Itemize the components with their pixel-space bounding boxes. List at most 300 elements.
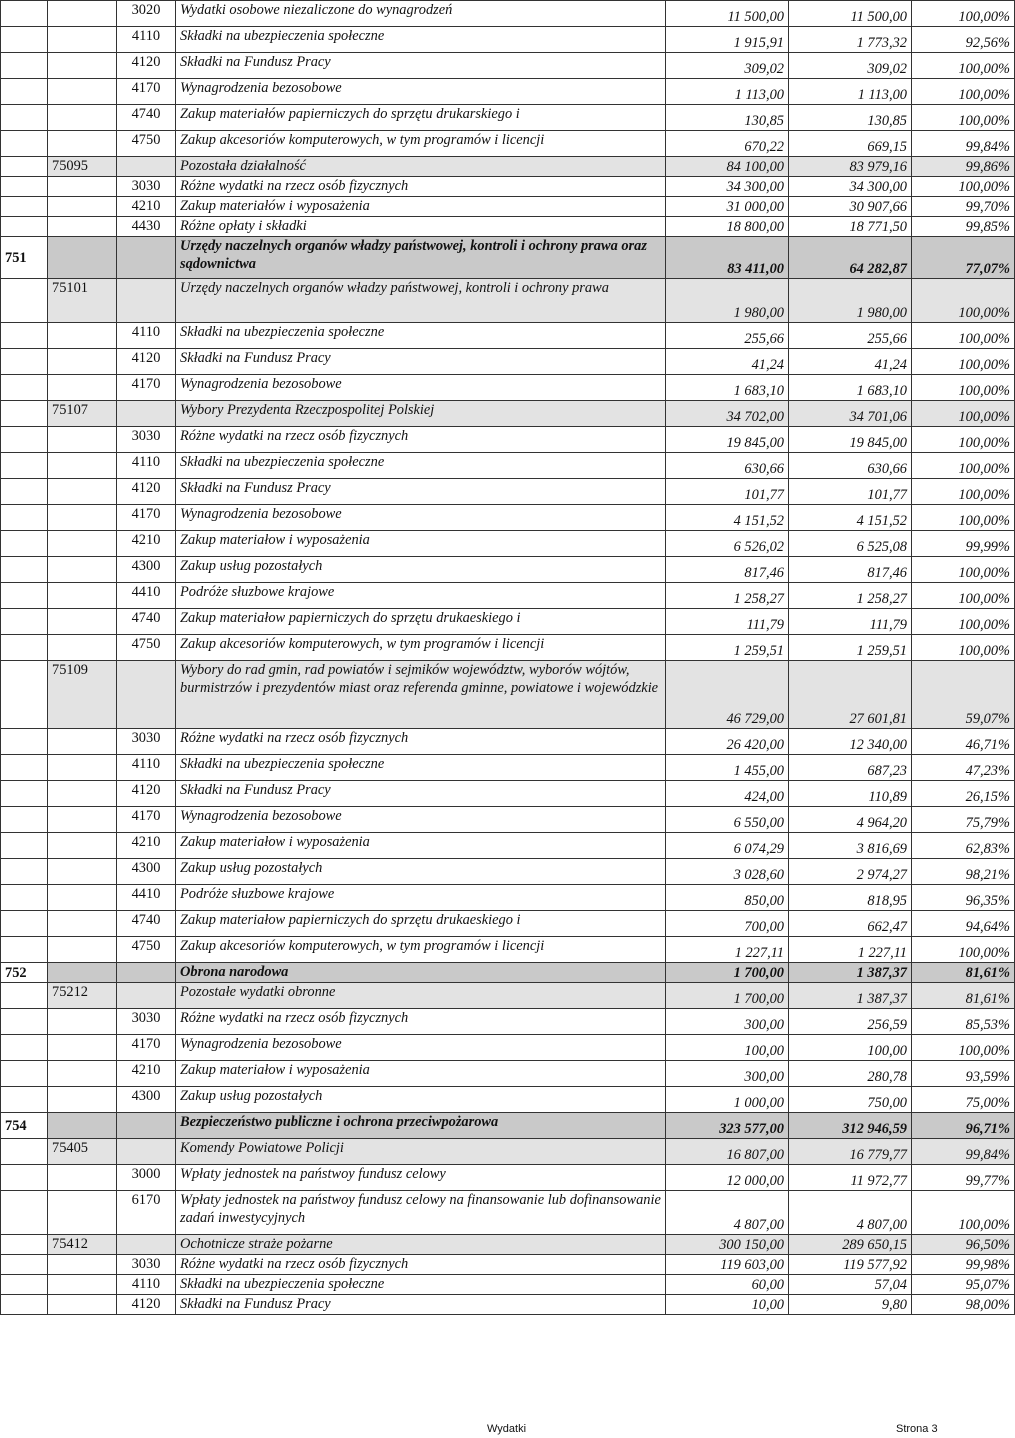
paragraf-cell: 3030 [117, 729, 176, 755]
plan-amount-cell: 4 151,52 [666, 505, 789, 531]
rozdzial-cell: 75095 [48, 157, 117, 177]
description-cell: Zakup materiałow papierniczych do sprzętu drukaeskiego i [176, 609, 666, 635]
description-cell: Zakup usług pozostałych [176, 859, 666, 885]
paragraf-cell [117, 157, 176, 177]
dzial-cell [1, 911, 48, 937]
description-cell: Urzędy naczelnych organów władzy państwowej, kontroli i ochrony prawa oraz sądownictwa [176, 237, 666, 279]
dzial-cell [1, 1235, 48, 1255]
paragraph-row [1, 1, 1015, 27]
section-row [1, 661, 1015, 729]
paragraf-cell: 4110 [117, 1275, 176, 1295]
dzial-cell [1, 197, 48, 217]
paragraf-cell: 3030 [117, 1255, 176, 1275]
chapter-row [1, 963, 1015, 983]
paragraf-cell: 4740 [117, 105, 176, 131]
description-cell: Zakup materiałow i wyposażenia [176, 1061, 666, 1087]
execution-percent-cell: 26,15% [912, 781, 1015, 807]
paragraph-row [1, 885, 1015, 911]
plan-amount-cell: 46 729,00 [666, 661, 789, 729]
description-cell: Składki na ubezpieczenia społeczne [176, 323, 666, 349]
rozdzial-cell [48, 609, 117, 635]
execution-percent-cell: 62,83% [912, 833, 1015, 859]
description-cell: Wpłaty jednostek na państwoy fundusz celowy na finansowanie lub dofinansowanie zadań inwestycyjnych [176, 1191, 666, 1235]
description-cell: Zakup akcesoriów komputerowych, w tym programów i licencji [176, 937, 666, 963]
rozdzial-cell: 75109 [48, 661, 117, 729]
description-cell: Zakup materiałow i wyposażenia [176, 531, 666, 557]
chapter-row [1, 1113, 1015, 1139]
dzial-cell [1, 1191, 48, 1235]
dzial-cell [1, 27, 48, 53]
plan-amount-cell: 850,00 [666, 885, 789, 911]
execution-percent-cell: 100,00% [912, 557, 1015, 583]
plan-amount-cell: 34 300,00 [666, 177, 789, 197]
plan-amount-cell: 60,00 [666, 1275, 789, 1295]
execution-percent-cell: 100,00% [912, 79, 1015, 105]
description-cell: Ochotnicze straże pożarne [176, 1235, 666, 1255]
plan-amount-cell: 1 700,00 [666, 983, 789, 1009]
dzial-cell [1, 885, 48, 911]
plan-amount-cell: 41,24 [666, 349, 789, 375]
paragraph-row [1, 557, 1015, 583]
execution-percent-cell: 85,53% [912, 1009, 1015, 1035]
execution-percent-cell: 100,00% [912, 375, 1015, 401]
executed-amount-cell: 34 701,06 [789, 401, 912, 427]
rozdzial-cell [48, 807, 117, 833]
executed-amount-cell: 83 979,16 [789, 157, 912, 177]
execution-percent-cell: 96,35% [912, 885, 1015, 911]
execution-percent-cell: 59,07% [912, 661, 1015, 729]
rozdzial-cell [48, 217, 117, 237]
paragraph-row [1, 1191, 1015, 1235]
executed-amount-cell: 4 807,00 [789, 1191, 912, 1235]
paragraph-row [1, 583, 1015, 609]
executed-amount-cell: 4 151,52 [789, 505, 912, 531]
execution-percent-cell: 100,00% [912, 453, 1015, 479]
execution-percent-cell: 96,50% [912, 1235, 1015, 1255]
description-cell: Wybory do rad gmin, rad powiatów i sejmików województw, wyborów wójtów, burmistrzów i prezydentów miast oraz referenda gminne, powiatowe i wojewódzkie [176, 661, 666, 729]
paragraph-row [1, 729, 1015, 755]
dzial-cell [1, 609, 48, 635]
dzial-cell [1, 1275, 48, 1295]
dzial-cell [1, 729, 48, 755]
execution-percent-cell: 100,00% [912, 323, 1015, 349]
paragraf-cell: 4110 [117, 755, 176, 781]
rozdzial-cell [48, 911, 117, 937]
execution-percent-cell: 99,99% [912, 531, 1015, 557]
rozdzial-cell [48, 1061, 117, 1087]
plan-amount-cell: 817,46 [666, 557, 789, 583]
description-cell: Urzędy naczelnych organów władzy państwowej, kontroli i ochrony prawa [176, 279, 666, 323]
executed-amount-cell: 27 601,81 [789, 661, 912, 729]
plan-amount-cell: 1 258,27 [666, 583, 789, 609]
executed-amount-cell: 1 980,00 [789, 279, 912, 323]
plan-amount-cell: 10,00 [666, 1295, 789, 1315]
paragraph-row [1, 609, 1015, 635]
paragraph-row [1, 781, 1015, 807]
paragraph-row [1, 1009, 1015, 1035]
footer-page-number: Strona 3 [896, 1423, 938, 1435]
plan-amount-cell: 1 000,00 [666, 1087, 789, 1113]
execution-percent-cell: 100,00% [912, 479, 1015, 505]
rozdzial-cell [48, 1035, 117, 1061]
execution-percent-cell: 81,61% [912, 983, 1015, 1009]
plan-amount-cell: 19 845,00 [666, 427, 789, 453]
executed-amount-cell: 1 387,37 [789, 983, 912, 1009]
description-cell: Komendy Powiatowe Policji [176, 1139, 666, 1165]
paragraf-cell [117, 1235, 176, 1255]
plan-amount-cell: 6 074,29 [666, 833, 789, 859]
paragraph-row [1, 197, 1015, 217]
dzial-cell: 754 [1, 1113, 48, 1139]
plan-amount-cell: 670,22 [666, 131, 789, 157]
executed-amount-cell: 18 771,50 [789, 217, 912, 237]
paragraf-cell: 4170 [117, 1035, 176, 1061]
plan-amount-cell: 34 702,00 [666, 401, 789, 427]
executed-amount-cell: 818,95 [789, 885, 912, 911]
executed-amount-cell: 19 845,00 [789, 427, 912, 453]
dzial-cell [1, 401, 48, 427]
paragraf-cell: 4120 [117, 479, 176, 505]
dzial-cell [1, 1295, 48, 1315]
executed-amount-cell: 1 113,00 [789, 79, 912, 105]
execution-percent-cell: 92,56% [912, 27, 1015, 53]
executed-amount-cell: 41,24 [789, 349, 912, 375]
description-cell: Podróże słuzbowe krajowe [176, 583, 666, 609]
executed-amount-cell: 16 779,77 [789, 1139, 912, 1165]
dzial-cell [1, 1255, 48, 1275]
rozdzial-cell [48, 557, 117, 583]
paragraf-cell: 4120 [117, 53, 176, 79]
dzial-cell: 752 [1, 963, 48, 983]
rozdzial-cell [48, 635, 117, 661]
plan-amount-cell: 1 700,00 [666, 963, 789, 983]
description-cell: Zakup materiałow i wyposażenia [176, 833, 666, 859]
rozdzial-cell [48, 177, 117, 197]
paragraf-cell: 4120 [117, 349, 176, 375]
paragraf-cell [117, 983, 176, 1009]
plan-amount-cell: 18 800,00 [666, 217, 789, 237]
paragraf-cell: 4410 [117, 885, 176, 911]
executed-amount-cell: 11 972,77 [789, 1165, 912, 1191]
rozdzial-cell [48, 79, 117, 105]
execution-percent-cell: 99,70% [912, 197, 1015, 217]
dzial-cell [1, 1061, 48, 1087]
execution-percent-cell: 100,00% [912, 1035, 1015, 1061]
description-cell: Podróże słuzbowe krajowe [176, 885, 666, 911]
executed-amount-cell: 309,02 [789, 53, 912, 79]
executed-amount-cell: 11 500,00 [789, 1, 912, 27]
execution-percent-cell: 98,00% [912, 1295, 1015, 1315]
plan-amount-cell: 630,66 [666, 453, 789, 479]
rozdzial-cell [48, 197, 117, 217]
plan-amount-cell: 309,02 [666, 53, 789, 79]
rozdzial-cell: 75412 [48, 1235, 117, 1255]
paragraf-cell [117, 963, 176, 983]
paragraf-cell: 4750 [117, 131, 176, 157]
section-row [1, 1139, 1015, 1165]
dzial-cell [1, 279, 48, 323]
executed-amount-cell: 750,00 [789, 1087, 912, 1113]
dzial-cell [1, 479, 48, 505]
description-cell: Składki na Fundusz Pracy [176, 781, 666, 807]
dzial-cell [1, 983, 48, 1009]
execution-percent-cell: 100,00% [912, 177, 1015, 197]
paragraph-row [1, 479, 1015, 505]
paragraph-row [1, 1255, 1015, 1275]
paragraf-cell: 4120 [117, 781, 176, 807]
executed-amount-cell: 1 259,51 [789, 635, 912, 661]
plan-amount-cell: 130,85 [666, 105, 789, 131]
paragraf-cell [117, 401, 176, 427]
paragraf-cell: 4210 [117, 1061, 176, 1087]
description-cell: Wynagrodzenia bezosobowe [176, 1035, 666, 1061]
paragraf-cell: 4210 [117, 531, 176, 557]
section-row [1, 1235, 1015, 1255]
rozdzial-cell [48, 27, 117, 53]
paragraf-cell: 4170 [117, 79, 176, 105]
execution-percent-cell: 100,00% [912, 609, 1015, 635]
executed-amount-cell: 101,77 [789, 479, 912, 505]
paragraph-row [1, 635, 1015, 661]
paragraf-cell: 4210 [117, 197, 176, 217]
dzial-cell [1, 79, 48, 105]
section-row [1, 157, 1015, 177]
rozdzial-cell [48, 1275, 117, 1295]
plan-amount-cell: 1 915,91 [666, 27, 789, 53]
description-cell: Różne wydatki na rzecz osób fizycznych [176, 177, 666, 197]
description-cell: Wynagrodzenia bezosobowe [176, 807, 666, 833]
executed-amount-cell: 12 340,00 [789, 729, 912, 755]
executed-amount-cell: 110,89 [789, 781, 912, 807]
executed-amount-cell: 6 525,08 [789, 531, 912, 557]
plan-amount-cell: 323 577,00 [666, 1113, 789, 1139]
paragraf-cell: 3020 [117, 1, 176, 27]
paragraph-row [1, 1295, 1015, 1315]
paragraph-row [1, 911, 1015, 937]
paragraf-cell: 3030 [117, 1009, 176, 1035]
executed-amount-cell: 2 974,27 [789, 859, 912, 885]
rozdzial-cell [48, 755, 117, 781]
paragraph-row [1, 755, 1015, 781]
executed-amount-cell: 9,80 [789, 1295, 912, 1315]
plan-amount-cell: 84 100,00 [666, 157, 789, 177]
plan-amount-cell: 1 113,00 [666, 79, 789, 105]
executed-amount-cell: 1 773,32 [789, 27, 912, 53]
paragraph-row [1, 177, 1015, 197]
execution-percent-cell: 47,23% [912, 755, 1015, 781]
dzial-cell [1, 937, 48, 963]
plan-amount-cell: 11 500,00 [666, 1, 789, 27]
paragraf-cell: 4170 [117, 375, 176, 401]
dzial-cell [1, 833, 48, 859]
paragraf-cell: 4750 [117, 937, 176, 963]
paragraph-row [1, 859, 1015, 885]
rozdzial-cell [48, 349, 117, 375]
paragraf-cell: 3000 [117, 1165, 176, 1191]
description-cell: Składki na Fundusz Pracy [176, 53, 666, 79]
dzial-cell [1, 427, 48, 453]
paragraph-row [1, 375, 1015, 401]
paragraph-row [1, 531, 1015, 557]
description-cell: Wybory Prezydenta Rzeczpospolitej Polskiej [176, 401, 666, 427]
executed-amount-cell: 64 282,87 [789, 237, 912, 279]
plan-amount-cell: 1 455,00 [666, 755, 789, 781]
execution-percent-cell: 75,00% [912, 1087, 1015, 1113]
executed-amount-cell: 34 300,00 [789, 177, 912, 197]
plan-amount-cell: 1 259,51 [666, 635, 789, 661]
execution-percent-cell: 100,00% [912, 279, 1015, 323]
execution-percent-cell: 94,64% [912, 911, 1015, 937]
paragraf-cell: 4300 [117, 1087, 176, 1113]
description-cell: Różne wydatki na rzecz osób fizycznych [176, 1009, 666, 1035]
rozdzial-cell [48, 531, 117, 557]
paragraf-cell: 4300 [117, 557, 176, 583]
description-cell: Zakup materiałow papierniczych do sprzętu drukaeskiego i [176, 911, 666, 937]
dzial-cell [1, 781, 48, 807]
dzial-cell [1, 1139, 48, 1165]
execution-percent-cell: 99,98% [912, 1255, 1015, 1275]
execution-percent-cell: 98,21% [912, 859, 1015, 885]
executed-amount-cell: 687,23 [789, 755, 912, 781]
execution-percent-cell: 96,71% [912, 1113, 1015, 1139]
description-cell: Składki na Fundusz Pracy [176, 1295, 666, 1315]
executed-amount-cell: 630,66 [789, 453, 912, 479]
rozdzial-cell [48, 1191, 117, 1235]
execution-percent-cell: 100,00% [912, 937, 1015, 963]
execution-percent-cell: 100,00% [912, 1191, 1015, 1235]
plan-amount-cell: 1 683,10 [666, 375, 789, 401]
paragraf-cell: 3030 [117, 177, 176, 197]
executed-amount-cell: 289 650,15 [789, 1235, 912, 1255]
paragraph-row [1, 427, 1015, 453]
rozdzial-cell [48, 1, 117, 27]
paragraf-cell [117, 661, 176, 729]
plan-amount-cell: 119 603,00 [666, 1255, 789, 1275]
description-cell: Wynagrodzenia bezosobowe [176, 375, 666, 401]
dzial-cell [1, 557, 48, 583]
section-row [1, 983, 1015, 1009]
rozdzial-cell [48, 859, 117, 885]
description-cell: Składki na ubezpieczenia społeczne [176, 453, 666, 479]
execution-percent-cell: 95,07% [912, 1275, 1015, 1295]
dzial-cell [1, 217, 48, 237]
dzial-cell [1, 583, 48, 609]
description-cell: Zakup akcesoriów komputerowych, w tym programów i licencji [176, 131, 666, 157]
paragraf-cell [117, 1113, 176, 1139]
executed-amount-cell: 3 816,69 [789, 833, 912, 859]
dzial-cell [1, 1009, 48, 1035]
paragraph-row [1, 105, 1015, 131]
paragraph-row [1, 1165, 1015, 1191]
paragraf-cell: 4300 [117, 859, 176, 885]
execution-percent-cell: 100,00% [912, 349, 1015, 375]
description-cell: Wynagrodzenia bezosobowe [176, 505, 666, 531]
description-cell: Składki na ubezpieczenia społeczne [176, 755, 666, 781]
execution-percent-cell: 99,77% [912, 1165, 1015, 1191]
paragraph-row [1, 53, 1015, 79]
dzial-cell [1, 1035, 48, 1061]
dzial-cell [1, 505, 48, 531]
plan-amount-cell: 83 411,00 [666, 237, 789, 279]
description-cell: Różne wydatki na rzecz osób fizycznych [176, 729, 666, 755]
executed-amount-cell: 1 258,27 [789, 583, 912, 609]
executed-amount-cell: 119 577,92 [789, 1255, 912, 1275]
plan-amount-cell: 3 028,60 [666, 859, 789, 885]
dzial-cell [1, 807, 48, 833]
paragraf-cell: 4430 [117, 217, 176, 237]
plan-amount-cell: 300 150,00 [666, 1235, 789, 1255]
description-cell: Zakup akcesoriów komputerowych, w tym programów i licencji [176, 635, 666, 661]
executed-amount-cell: 1 683,10 [789, 375, 912, 401]
dzial-cell [1, 53, 48, 79]
rozdzial-cell [48, 833, 117, 859]
execution-percent-cell: 100,00% [912, 53, 1015, 79]
paragraf-cell: 4740 [117, 911, 176, 937]
execution-percent-cell: 99,86% [912, 157, 1015, 177]
page-footer [0, 1422, 960, 1438]
description-cell: Pozostałe wydatki obronne [176, 983, 666, 1009]
chapter-row [1, 237, 1015, 279]
paragraf-cell: 4750 [117, 635, 176, 661]
description-cell: Wydatki osobowe niezaliczone do wynagrodzeń [176, 1, 666, 27]
plan-amount-cell: 255,66 [666, 323, 789, 349]
description-cell: Pozostała działalność [176, 157, 666, 177]
description-cell: Różne wydatki na rzecz osób fizycznych [176, 427, 666, 453]
paragraf-cell: 4110 [117, 27, 176, 53]
description-cell: Obrona narodowa [176, 963, 666, 983]
paragraf-cell [117, 279, 176, 323]
paragraph-row [1, 27, 1015, 53]
rozdzial-cell [48, 505, 117, 531]
dzial-cell [1, 1087, 48, 1113]
execution-percent-cell: 99,84% [912, 131, 1015, 157]
executed-amount-cell: 817,46 [789, 557, 912, 583]
plan-amount-cell: 26 420,00 [666, 729, 789, 755]
dzial-cell [1, 531, 48, 557]
execution-percent-cell: 100,00% [912, 427, 1015, 453]
executed-amount-cell: 57,04 [789, 1275, 912, 1295]
dzial-cell [1, 635, 48, 661]
execution-percent-cell: 81,61% [912, 963, 1015, 983]
rozdzial-cell [48, 479, 117, 505]
dzial-cell [1, 661, 48, 729]
execution-percent-cell: 100,00% [912, 583, 1015, 609]
executed-amount-cell: 100,00 [789, 1035, 912, 1061]
executed-amount-cell: 111,79 [789, 609, 912, 635]
rozdzial-cell [48, 1165, 117, 1191]
plan-amount-cell: 101,77 [666, 479, 789, 505]
rozdzial-cell [48, 937, 117, 963]
paragraf-cell: 6170 [117, 1191, 176, 1235]
plan-amount-cell: 100,00 [666, 1035, 789, 1061]
dzial-cell [1, 1, 48, 27]
description-cell: Zakup materiałów i wyposażenia [176, 197, 666, 217]
execution-percent-cell: 93,59% [912, 1061, 1015, 1087]
execution-percent-cell: 100,00% [912, 401, 1015, 427]
execution-percent-cell: 100,00% [912, 1, 1015, 27]
description-cell: Wynagrodzenia bezosobowe [176, 79, 666, 105]
execution-percent-cell: 46,71% [912, 729, 1015, 755]
paragraf-cell: 4410 [117, 583, 176, 609]
execution-percent-cell: 99,85% [912, 217, 1015, 237]
plan-amount-cell: 700,00 [666, 911, 789, 937]
description-cell: Wpłaty jednostek na państwoy fundusz celowy [176, 1165, 666, 1191]
rozdzial-cell [48, 1113, 117, 1139]
executed-amount-cell: 312 946,59 [789, 1113, 912, 1139]
execution-percent-cell: 100,00% [912, 505, 1015, 531]
description-cell: Różne opłaty i składki [176, 217, 666, 237]
dzial-cell [1, 859, 48, 885]
